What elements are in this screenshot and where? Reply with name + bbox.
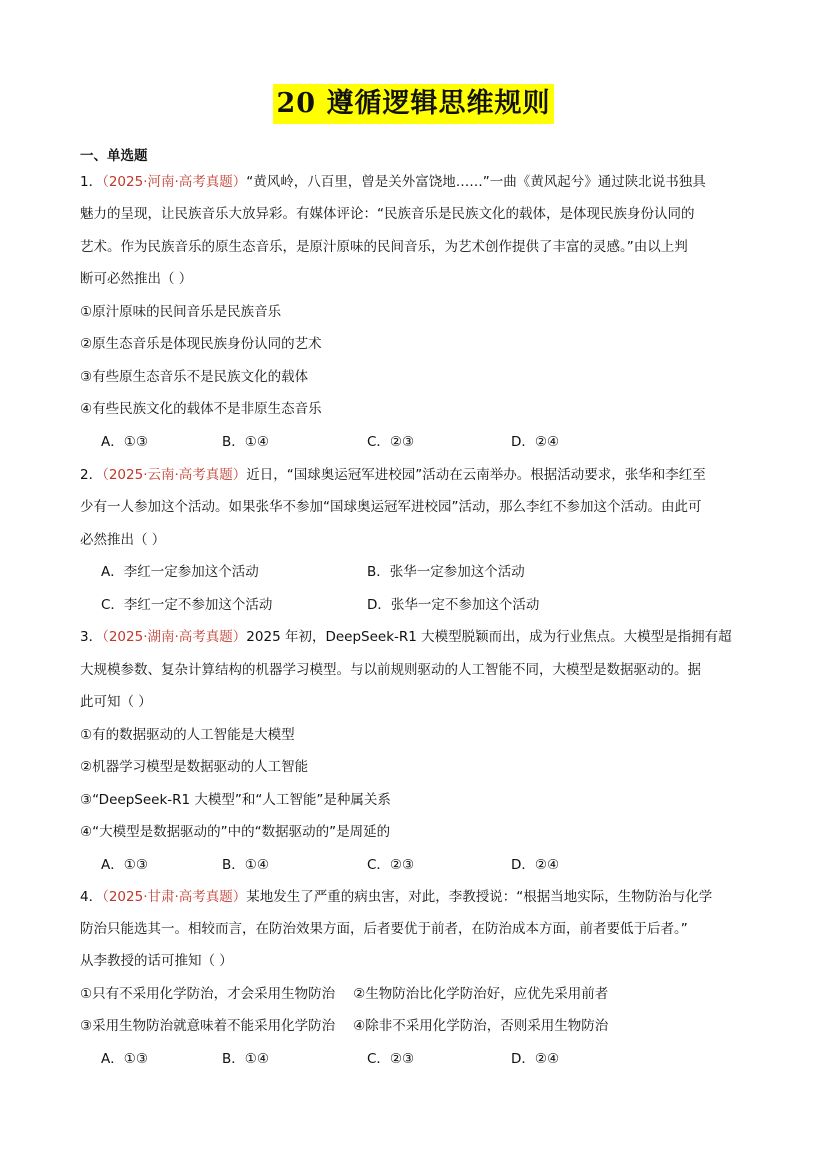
- q4-option-c[interactable]: C．②③: [367, 1051, 415, 1067]
- q1-text-1: “黄风岭，八百里，曾是关外富饶地……”一曲《黄风起兮》通过陕北说书独具: [246, 174, 706, 190]
- q1-statement-2: ②原生态音乐是体现民族身份认同的艺术: [80, 336, 322, 352]
- q2-option-a[interactable]: A．李红一定参加这个活动: [101, 564, 259, 580]
- q3-line-3: 此可知（ ）: [80, 694, 152, 710]
- q4-statement-1: ①只有不采用化学防治，才会采用生物防治: [80, 986, 336, 1002]
- q4-line-3: 从李教授的话可推知（ ）: [80, 953, 233, 969]
- q3-option-a[interactable]: A．①③: [101, 857, 148, 873]
- q2-line-3: 必然推出（ ）: [80, 532, 166, 548]
- q3-line-1: [80, 627, 760, 647]
- q2-line-1: [80, 465, 760, 485]
- q3-statement-2: ②机器学习模型是数据驱动的人工智能: [80, 759, 309, 775]
- q1-option-d[interactable]: D．②④: [511, 434, 560, 450]
- q4-statement-3: ③采用生物防治就意味着不能采用化学防治: [80, 1018, 336, 1034]
- page-title: 20 遵循逻辑思维规则: [273, 84, 555, 124]
- q3-statement-3: ③“DeepSeek-R1 大模型”和“人工智能”是种属关系: [80, 792, 391, 808]
- q3-option-b[interactable]: B．①④: [222, 857, 269, 873]
- q4-source: （2025·甘肃·高考真题）: [102, 889, 247, 905]
- q3-statement-4: ④“大模型是数据驱动的”中的“数据驱动的”是周延的: [80, 824, 391, 840]
- q2-number: 2．: [80, 467, 103, 483]
- q4-statement-2: ②生物防治比化学防治好，应优先采用前者: [353, 986, 609, 1002]
- q2-option-b[interactable]: B．张华一定参加这个活动: [367, 564, 525, 580]
- q2-line-2: 少有一人参加这个活动。如果张华不参加“国球奥运冠军进校园”活动，那么李红不参加这个活动。由此可: [80, 499, 702, 515]
- q1-statement-1: ①原汁原味的民间音乐是民族音乐: [80, 304, 282, 320]
- q3-source: （2025·湖南·高考真题）: [102, 629, 247, 645]
- q4-statement-row-1: [80, 984, 760, 1004]
- q2-option-d[interactable]: D．张华一定不参加这个活动: [367, 597, 540, 613]
- q1-line-3: 艺术。作为民族音乐的原生态音乐，是原汁原味的民间音乐，为艺术创作提供了丰富的灵感。”由以上判: [80, 239, 688, 255]
- q1-statement-4: ④有些民族文化的载体不是非原生态音乐: [80, 401, 322, 417]
- q4-option-a[interactable]: A．①③: [101, 1051, 148, 1067]
- q4-statement-row-2: [80, 1016, 760, 1036]
- q4-line-1: [80, 887, 760, 907]
- q3-number: 3．: [80, 629, 103, 645]
- q3-option-c[interactable]: C．②③: [367, 857, 415, 873]
- q3-text-1: 2025 年初，DeepSeek-R1 大模型脱颖而出，成为行业焦点。大模型是指拥有超: [246, 629, 732, 645]
- q4-statement-4: ④除非不采用化学防治，否则采用生物防治: [353, 1018, 609, 1034]
- q4-line-2: 防治只能选其一。相较而言，在防治效果方面，后者要优于前者，在防治成本方面，前者要低于后者。”: [80, 921, 688, 937]
- q2-source: （2025·云南·高考真题）: [102, 467, 247, 483]
- q1-line-4: 断可必然推出（ ）: [80, 271, 193, 287]
- q1-option-b[interactable]: B．①④: [222, 434, 269, 450]
- q1-option-a[interactable]: A．①③: [101, 434, 148, 450]
- q4-option-d[interactable]: D．②④: [511, 1051, 560, 1067]
- q1-statement-3: ③有些原生态音乐不是民族文化的载体: [80, 369, 309, 385]
- q3-option-d[interactable]: D．②④: [511, 857, 560, 873]
- q1-option-c[interactable]: C．②③: [367, 434, 415, 450]
- q4-number: 4．: [80, 889, 103, 905]
- q1-line-1: [80, 172, 760, 192]
- q1-line-2: 魅力的呈现，让民族音乐大放异彩。有媒体评论：“民族音乐是民族文化的载体，是体现民族身份认同的: [80, 206, 695, 222]
- q3-statement-1: ①有的数据驱动的人工智能是大模型: [80, 727, 295, 743]
- q3-line-2: 大规模参数、复杂计算结构的机器学习模型。与以前规则驱动的人工智能不同，大模型是数据驱动的。据: [80, 662, 701, 678]
- q4-text-1: 某地发生了严重的病虫害，对此，李教授说：“根据当地实际，生物防治与化学: [246, 889, 713, 905]
- section-heading: 一、单选题: [80, 148, 148, 164]
- q1-number: 1．: [80, 174, 103, 190]
- title-wrap: [0, 84, 827, 124]
- q2-option-c[interactable]: C．李红一定不参加这个活动: [101, 597, 273, 613]
- q2-text-1: 近日，“国球奥运冠军进校园”活动在云南举办。根据活动要求，张华和李红至: [246, 467, 706, 483]
- q1-source: （2025·河南·高考真题）: [102, 174, 247, 190]
- q4-option-b[interactable]: B．①④: [222, 1051, 269, 1067]
